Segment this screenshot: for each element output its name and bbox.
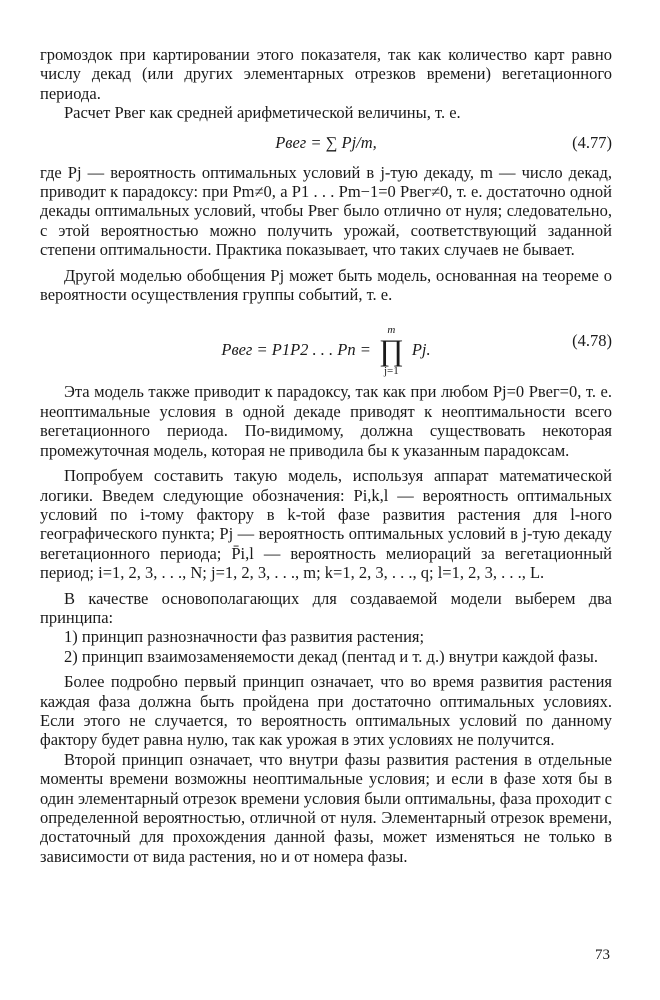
paragraph: Более подробно первый принцип означает, что во время развития растения каждая фаза должна быть пройдена при достаточно оптимальных условиях. Если этого не случается, то вероятность оптимальных условий по данному фактору будет равна нулю, так как урожая в этих условиях не получится. xyxy=(40,672,612,750)
body-text xyxy=(40,45,612,866)
paragraph: Второй принцип означает, что внутри фазы развития растения в отдельные моменты времени возможны неоптимальные условия; и если в фазе хотя бы в один элементарный отрезок времени условия были оптимальны, фаза проходит с определенной вероятностью, отличной от нуля. Элементарный отрезок времени, достаточный для прохождения данной фазы, может изменяться не только в зависимости от вида растения, но и от номера фазы. xyxy=(40,749,612,866)
equation-formula: Pвег = ∑ Pj/m, xyxy=(275,132,377,152)
paragraph: где Pj — вероятность оптимальных условий в j-тую декаду, m — число декад, приводит к парадоксу: при Pm≠0, а P1 . . . Pm−1=0 Pвег≠0, т. е. достаточно одной декады оптимальных условий, чтобы Pвег было отлично от нуля; следовательно, с этой вероятностью можно получить урожай, соответствующий заданной степени оптимальности. Практика показывает, что таких случаев не бывает. xyxy=(40,162,612,260)
equation-number: (4.78) xyxy=(572,331,612,351)
formula-left: Pвег = P1P2 . . . Pn = xyxy=(221,340,371,360)
paragraph: Другой моделью обобщения Pj может быть модель, основанная на теореме о вероятности осуществления группы событий, т. е. xyxy=(40,265,612,305)
product-upper-limit: m xyxy=(387,324,396,337)
paragraph: громоздок при картировании этого показателя, так как количество карт равно числу декад (или других элементарных отрезков времени) вегетационного периода. xyxy=(40,45,612,103)
paragraph: Попробуем составить такую модель, используя аппарат математической логики. Введем следующие обозначения: Pi,k,l — вероятность оптимальных условий по i-тому фактору в k-той фазе развития растения для l-ного географического пункта; Pj — вероятность оптимальных условий в j-тую декаду вегетационного периода; P̄i,l — вероятность мелиораций за вегетационный период; i=1, 2, 3, . . ., N; j=1, 2, 3, . . ., m; k=1, 2, 3, . . ., q; l=1, 2, 3, . . ., L. xyxy=(40,466,612,583)
equation-4-78 xyxy=(40,305,612,381)
equation-4-77 xyxy=(40,124,612,162)
list-item: 1) принцип разнозначности фаз развития растения; xyxy=(64,627,425,647)
page-number: 73 xyxy=(595,947,610,963)
equation-formula xyxy=(40,325,612,377)
paragraph: Эта модель также приводит к парадоксу, так как при любом Pj=0 Pвег=0, т. е. неоптимальные условия в одной декаде приводят к неоптимальности всего вегетационного периода. По-видимому, должна существовать некоторая промежуточная модель, которая не приводила бы к указанным парадоксам. xyxy=(40,382,612,460)
product-operator xyxy=(379,325,404,377)
formula-right: Pj. xyxy=(411,340,431,360)
paragraph: Расчет Pвег как средней арифметической величины, т. е. xyxy=(64,103,461,123)
equation-number: (4.77) xyxy=(572,132,612,152)
list-item: 2) принцип взаимозаменяемости декад (пентад и т. д.) внутри каждой фазы. xyxy=(64,646,599,666)
product-symbol: ∏ xyxy=(379,334,404,368)
paragraph: В качестве основополагающих для создаваемой модели выберем два принципа: xyxy=(40,588,612,627)
product-lower-limit: j=1 xyxy=(383,365,399,378)
